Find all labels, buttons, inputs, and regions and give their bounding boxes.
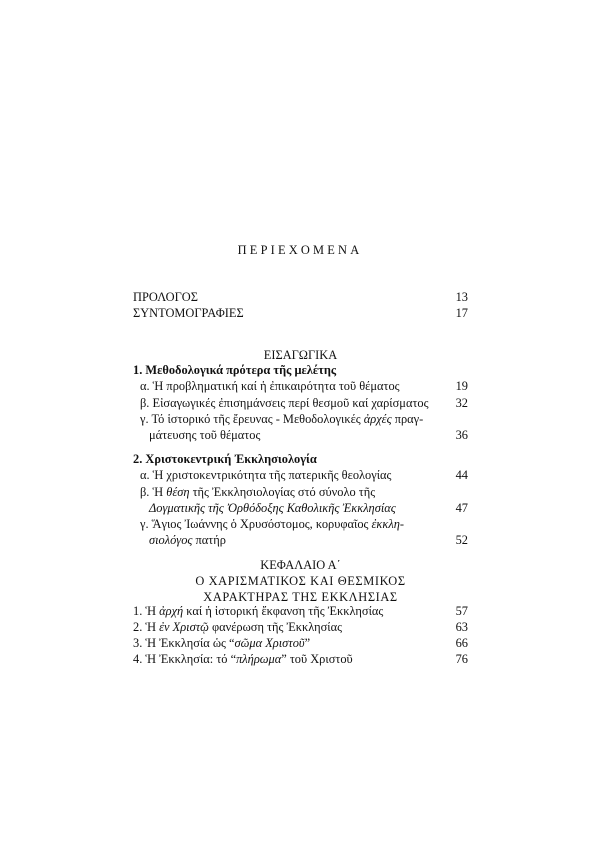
toc-entry-ch1-3[interactable] xyxy=(133,635,468,651)
toc-entry-label: 4. Ἡ Ἐκκλησία: τό “πλήρωμα” τοῦ Χριστοῦ xyxy=(133,652,353,666)
toc-entry-label: γ. Ἅγιος Ἰωάννης ὁ Χρυσόστομος, κορυφαῖος ἐκκλη- xyxy=(140,517,404,531)
toc-entry-label: ΣΥΝΤΟΜΟΓΡΑΦΙΕΣ xyxy=(133,306,244,320)
chapter-label: ΚΕΦΑΛΑΙΟ Α΄ xyxy=(260,558,341,572)
toc-entry-1c-cont[interactable] xyxy=(149,427,468,443)
toc-entry-label: Δογματικῆς τῆς Ὀρθόδοξης Καθολικῆς Ἐκκλησίας xyxy=(149,501,396,515)
section-heading-introduction: ΕΙΣΑΓΩΓΙΚΑ xyxy=(263,348,338,362)
toc-page-number: 44 xyxy=(455,468,468,482)
toc-entry-1b[interactable] xyxy=(140,395,468,411)
toc-page-number: 52 xyxy=(455,533,468,547)
toc-entry-1c[interactable] xyxy=(140,411,468,427)
chapter-title-line2: ΧΑΡΑΚΤΗΡΑΣ ΤΗΣ ΕΚΚΛΗΣΙΑΣ xyxy=(203,590,398,604)
toc-entry-1a[interactable] xyxy=(140,378,468,394)
toc-entry-prologue[interactable] xyxy=(133,289,468,305)
toc-page-number: 36 xyxy=(455,428,468,442)
toc-entry-2c-cont[interactable] xyxy=(149,532,468,548)
toc-entry-label: 1. Ἡ ἀρχή καί ἡ ἱστορική ἔκφανση τῆς Ἐκκλησίας xyxy=(133,604,384,618)
toc-page-number: 57 xyxy=(455,604,468,618)
toc-entry-label: μάτευσης τοῦ θέματος xyxy=(149,428,261,442)
toc-entry-label: β. Εἰσαγωγικές ἐπισημάνσεις περί θεσμοῦ καί χαρίσματος xyxy=(140,396,429,410)
toc-entry-2c[interactable] xyxy=(140,516,468,532)
toc-page-number: 47 xyxy=(455,501,468,515)
toc-entry-label: 3. Ἡ Ἐκκλησία ὡς “σῶμα Χριστοῦ” xyxy=(133,636,311,650)
toc-entry-label: α. Ἡ προβληματική καί ἡ ἐπικαιρότητα τοῦ θέματος xyxy=(140,379,400,393)
toc-page-number: 19 xyxy=(455,379,468,393)
toc-entry-label: β. Ἡ θέση τῆς Ἐκκλησιολογίας στό σύνολο τῆς xyxy=(140,485,376,499)
toc-entry-label: ΠΡΟΛΟΓΟΣ xyxy=(133,290,198,304)
toc-entry-label: γ. Τό ἱστορικό τῆς ἔρευνας - Μεθοδολογικές ἀρχές πραγ- xyxy=(140,412,424,426)
toc-entry-ch1-2[interactable] xyxy=(133,619,468,635)
page-title: ΠΕΡΙΕΧΟΜΕΝΑ xyxy=(237,243,363,257)
subsection-heading-christocentric: 2. Χριστοκεντρική Ἐκκλησιολογία xyxy=(133,452,317,466)
toc-page-number: 13 xyxy=(455,290,468,304)
toc-entry-label: σιολόγος πατήρ xyxy=(149,533,226,547)
toc-entry-2b-cont[interactable] xyxy=(149,500,468,516)
toc-entry-label: α. Ἡ χριστοκεντρικότητα τῆς πατερικῆς θεολογίας xyxy=(140,468,392,482)
toc-entry-abbreviations[interactable] xyxy=(133,305,468,321)
toc-page-number: 17 xyxy=(455,306,468,320)
toc-entry-label: 2. Ἡ ἐν Χριστῷ φανέρωση τῆς Ἐκκλησίας xyxy=(133,620,343,634)
subsection-heading-methodology: 1. Μεθοδολογικά πρότερα τῆς μελέτης xyxy=(133,363,337,377)
toc-page-number: 76 xyxy=(455,652,468,666)
toc-page-number: 63 xyxy=(455,620,468,634)
chapter-title-line1: Ο ΧΑΡΙΣΜΑΤΙΚΟΣ ΚΑΙ ΘΕΣΜΙΚΟΣ xyxy=(195,574,406,588)
toc-entry-2b[interactable] xyxy=(140,484,468,500)
toc-page-number: 32 xyxy=(455,396,468,410)
toc-page-number: 66 xyxy=(455,636,468,650)
toc-entry-ch1-1[interactable] xyxy=(133,603,468,619)
toc-entry-ch1-4[interactable] xyxy=(133,651,468,667)
toc-entry-2a[interactable] xyxy=(140,467,468,483)
